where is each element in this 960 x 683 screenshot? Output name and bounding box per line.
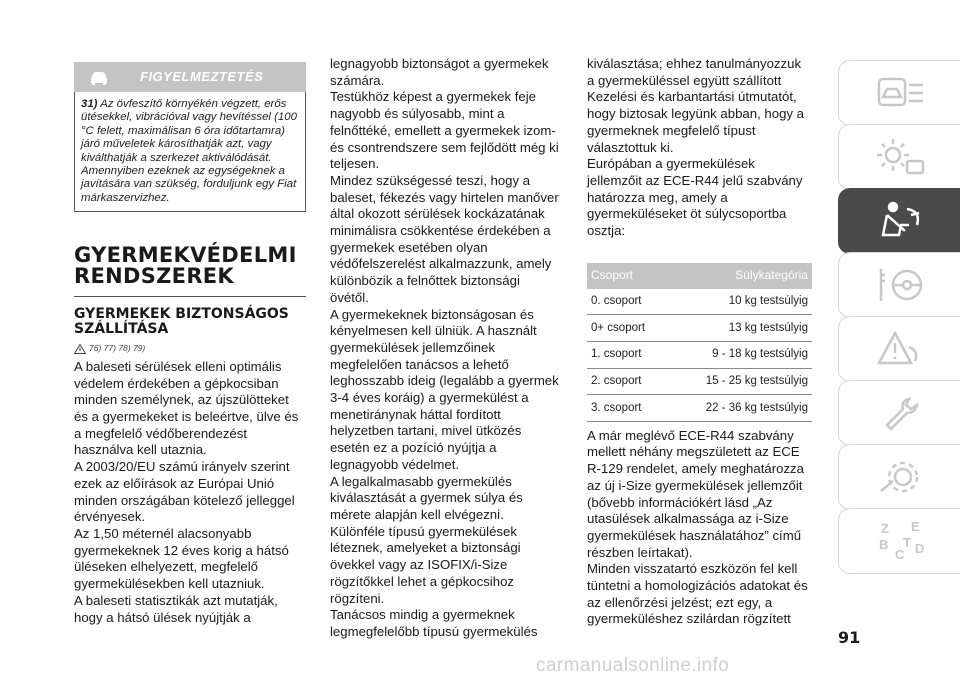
paragraph: Tanácsos mindig a gyermeknek legmegfelelőbb típusú gyermekülés xyxy=(330,607,538,639)
tab-maintenance[interactable] xyxy=(838,380,960,446)
tab-dashboard[interactable] xyxy=(838,60,960,126)
warning-header xyxy=(74,62,306,92)
table-header-row xyxy=(587,263,812,289)
table-cell-weight: 9 - 18 kg testsúlyig xyxy=(668,341,812,368)
table-cell-group: 0+ csoport xyxy=(587,315,668,342)
tab-lights[interactable] xyxy=(838,124,960,190)
reference-numbers: 76) 77) 78) 79) xyxy=(89,343,146,354)
paragraph: kiválasztása; ehhez tanulmányozzuk a gyermeküléssel együtt szállított Kezelési és karbantartási útmutatót, hogy biztosak legyünk abban, hogy a gyermeknek megfelelő típust választottuk ki. xyxy=(587,56,805,155)
warning-title: FIGYELMEZTETÉS xyxy=(140,68,264,84)
key-steering-icon xyxy=(873,263,927,307)
tab-index[interactable] xyxy=(838,508,960,574)
column-1 xyxy=(74,62,306,626)
table-cell-group: 1. csoport xyxy=(587,341,668,368)
index-letters-icon xyxy=(873,519,927,563)
paragraph: A gyermekeknek biztonságosan és kényelmesen kell ülniük. A használt gyermekülések jellemzőinek megfelelően tanácsos a lehető leghosszabb ideig (legalább a gyermek 3-4 éves koráig) a gyermekülést a menetiránynak háttal fordított helyzetben tartani, mivel ütközés esetén ez a pozíció nyújtja a legnagyobb védelmet. xyxy=(330,306,559,472)
weight-group-table xyxy=(587,263,812,422)
paragraph: A már meglévő ECE-R44 szabvány mellett néhány megszületett az ECE R-129 rendelet, amely meghatározza az új i-Size gyermekülések jellemzőit (bővebb információkért lásd „Az utasülések alkalmassága az i-Size gyermekülések használatához” című részben leírtakat). xyxy=(587,427,804,560)
index-letter: B xyxy=(878,537,888,552)
paragraph: A legalkalmasabb gyermekülés kiválasztását a gyermek súlya és mérete alapján kell elvégezni. Különféle típusú gyermekülések léteznek, amelyeket a biztonsági övekkel vagy az ISOFIX/i-Size rögzítőkkel lehet a gépkocsihoz rögzíteni. xyxy=(330,473,523,606)
sun-lights-icon xyxy=(873,135,927,179)
index-letter: C xyxy=(894,547,904,562)
paragraph: Európában a gyermekülések jellemzőit az ECE-R44 jelű szabvány határozza meg, amely a gyermeküléseket öt súlycsoportba osztja: xyxy=(587,156,803,239)
index-letter: Z xyxy=(880,521,889,536)
tab-technical-data[interactable] xyxy=(838,444,960,510)
subsection-heading: GYERMEKEK BIZTONSÁGOS SZÁLLÍTÁSA xyxy=(74,306,289,338)
section-heading: GYERMEKVÉDELMI RENDSZEREK xyxy=(74,243,297,289)
paragraph: A baleseti sérülések elleni optimális védelem érdekében a gépkocsiban minden személynek, az újszülötteket és a gyermekeket is beleértve, ülve és a megfelelő védőberendezést használva kell utaznia. xyxy=(74,358,299,458)
paragraph: Mindez szükségessé teszi, hogy a baleset, fékezés vagy hirtelen manőver által okozott sérülések kockázatának minimálisra csökkentése érdekében a gyermekek esetében olyan védőfelszerelést alkalmazzunk, amely különbözik a felnőttek biztonsági övétől. xyxy=(330,172,559,305)
table-row xyxy=(587,395,812,422)
heading-divider xyxy=(74,296,306,297)
paragraph: legnagyobb biztonságot a gyermekek számára. xyxy=(330,56,549,88)
table-cell-group: 2. csoport xyxy=(587,368,668,395)
column-3 xyxy=(587,56,812,628)
seat-safety-airbag-icon xyxy=(873,199,927,243)
table-header-weight: Súlykategória xyxy=(668,263,812,289)
index-letter: D xyxy=(914,541,924,556)
tab-emergency[interactable] xyxy=(838,316,960,382)
table-cell-group: 3. csoport xyxy=(587,395,668,422)
index-letter: T xyxy=(902,535,911,550)
table-row xyxy=(587,341,812,368)
table-cell-weight: 15 - 25 kg testsúlyig xyxy=(668,368,812,395)
paragraph: A baleseti statisztikák azt mutatják, hogy a hátsó ülések nyújtják a xyxy=(74,592,278,625)
warning-text: Az övfeszítő környékén végzett, erős ütésekkel, vibrációval vagy hevítéssel (100 °C felett, maximálisan 6 óra időtartamra) járó műveletek károsíthatják azt, vagy kiválthatják a szerkezet aktiválódását. Amennyiben ezeknek az egységeknek a javítására van szükség, forduljunk egy Fiat márkaszervizhez. xyxy=(81,98,297,204)
warning-references xyxy=(74,340,306,357)
table-cell-group: 0. csoport xyxy=(587,289,668,315)
column-2 xyxy=(330,56,560,641)
paragraph: Az 1,50 méternél alacsonyabb gyermekeknek 12 éves korig a hátsó üléseken elhelyezett, megfelelő gyermekülésekben kell utazniuk. xyxy=(74,525,289,592)
table-row xyxy=(587,315,812,342)
warning-triangle-icon xyxy=(74,344,86,354)
warning-box xyxy=(74,92,306,212)
table-row xyxy=(587,368,812,395)
gear-tools-icon xyxy=(873,455,927,499)
wrench-service-icon xyxy=(873,391,927,435)
table-cell-weight: 22 - 36 kg testsúlyig xyxy=(668,395,812,422)
table-header-group: Csoport xyxy=(587,263,668,289)
index-letter: E xyxy=(910,519,920,534)
tab-starting-driving[interactable] xyxy=(838,252,960,318)
table-row xyxy=(587,289,812,315)
car-dashboard-icon xyxy=(873,71,927,115)
paragraph: A 2003/20/EU számú irányelv szerint ezek az előírások az Európai Unió minden országában kötelező jelleggel érvényesek. xyxy=(74,459,295,525)
table-cell-weight: 13 kg testsúlyig xyxy=(668,315,812,342)
watermark-text: carmanualsonline.info xyxy=(536,655,730,676)
page-number: 91 xyxy=(838,628,861,647)
paragraph: Testükhöz képest a gyermekek feje nagyobb és súlyosabb, mint a felnőttéké, emellett a gyermekek izom- és csontrendszere sem fejlődött még ki teljesen. xyxy=(330,89,559,172)
warning-triangle-icon xyxy=(873,327,927,371)
warning-number: 31) xyxy=(81,98,98,110)
paragraph: Minden visszatartó eszközön fel kell tüntetni a homologizációs adatokat és az ellenőrzési jelzést; ezt egy, a gyermeküléshez szilárdan rögzített xyxy=(587,561,808,627)
car-warning-icon xyxy=(88,68,110,86)
tab-safety[interactable] xyxy=(838,188,960,254)
table-cell-weight: 10 kg testsúlyig xyxy=(668,289,812,315)
